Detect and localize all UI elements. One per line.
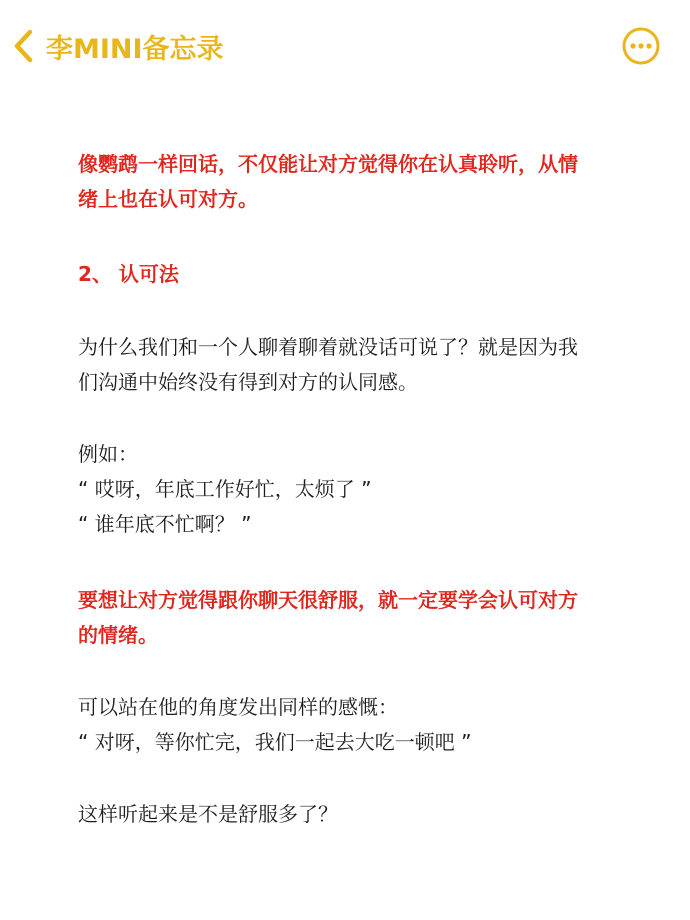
text-line: 要想让对方觉得跟你聊天很舒服，就一定要学会认可对方 <box>78 588 578 612</box>
section-heading: 2、 认可法 <box>78 262 179 286</box>
closing-paragraph: 这样听起来是不是舒服多了？ <box>78 802 338 826</box>
back-button[interactable] <box>10 22 224 70</box>
suggestion-paragraph <box>78 690 618 760</box>
more-options-button[interactable] <box>622 27 660 65</box>
chevron-left-icon <box>10 26 38 66</box>
example-paragraph <box>78 437 618 542</box>
more-horizontal-circle-icon <box>622 27 660 65</box>
text-line: 像鹦鹉一样回话，不仅能让对方觉得你在认真聆听，从情 <box>78 152 578 176</box>
text-line: 的情绪。 <box>78 623 158 647</box>
question-paragraph <box>78 330 618 400</box>
text-line: “ 哎呀，年底工作好忙，太烦了 ” <box>78 477 372 501</box>
text-line: 例如： <box>78 442 138 466</box>
text-line: “ 对呀，等你忙完，我们一起去大吃一顿吧 ” <box>78 730 472 754</box>
text-line: 们沟通中始终没有得到对方的认同感。 <box>78 370 418 394</box>
text-line: “ 谁年底不忙啊？ ” <box>78 512 252 536</box>
top-nav-bar <box>0 0 690 92</box>
back-label: 李MINI备忘录 <box>46 33 224 65</box>
key-point-highlight-paragraph <box>78 583 618 653</box>
text-line: 可以站在他的角度发出同样的感慨： <box>78 695 398 719</box>
text-line: 为什么我们和一个人聊着聊着就没话可说了？就是因为我 <box>78 335 578 359</box>
text-line: 绪上也在认可对方。 <box>78 187 258 211</box>
intro-highlight-paragraph <box>78 147 618 217</box>
